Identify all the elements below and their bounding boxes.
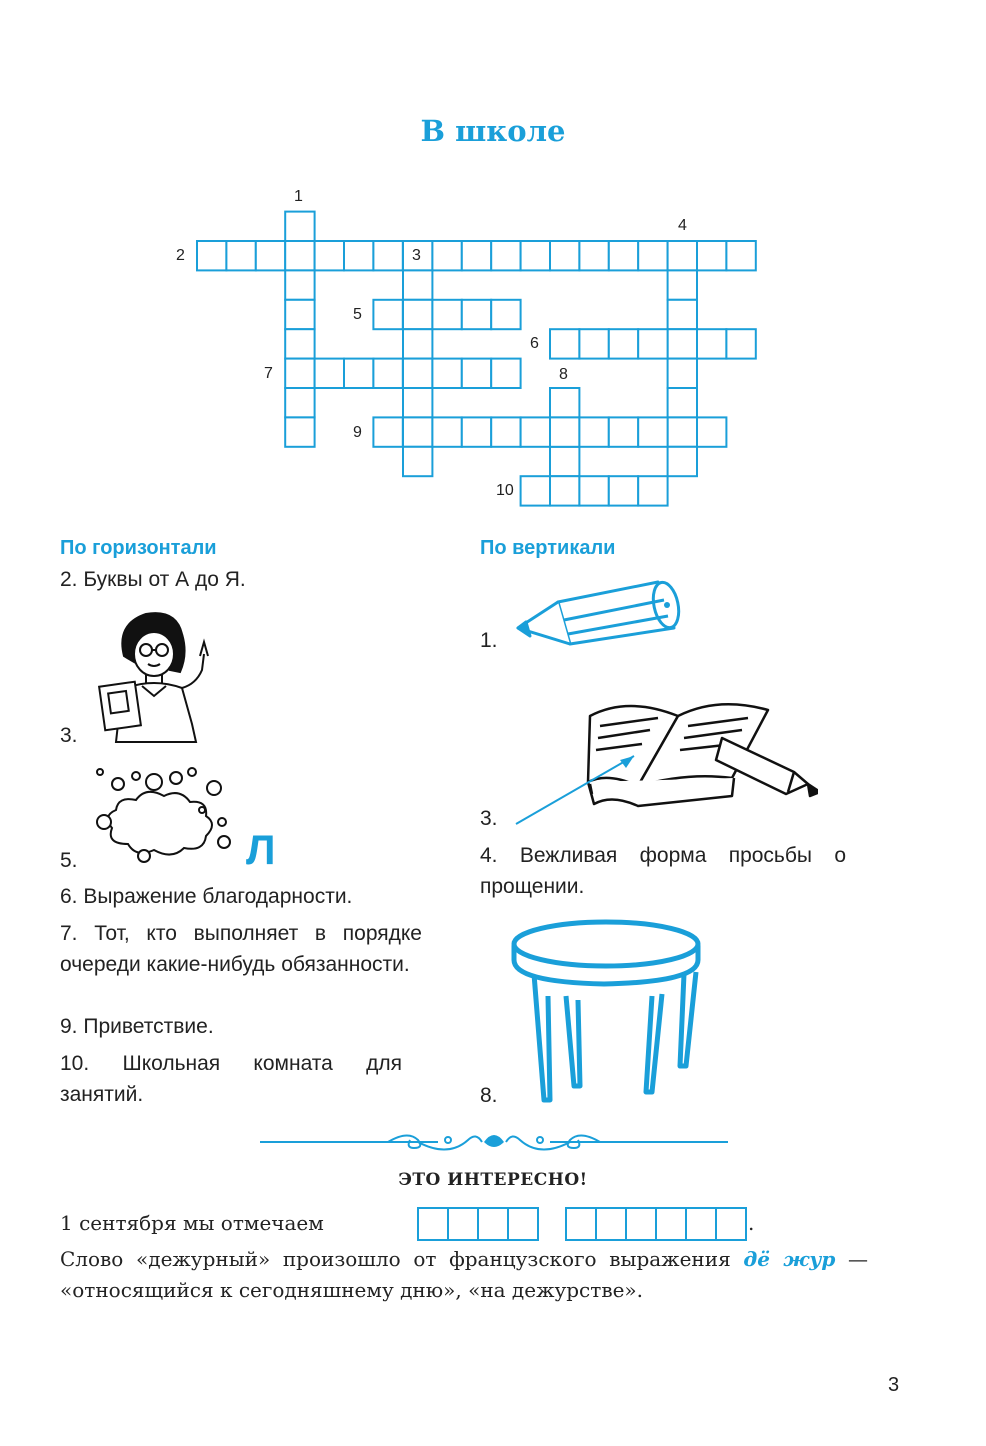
table-illustration bbox=[508, 916, 708, 1106]
cell bbox=[609, 329, 638, 358]
clue-3-down: 3. bbox=[480, 807, 498, 830]
clue-5-across: 5. bbox=[60, 849, 78, 872]
cell bbox=[579, 241, 608, 270]
cell bbox=[432, 241, 461, 270]
interesting-paragraph bbox=[60, 1244, 868, 1306]
cell bbox=[462, 417, 491, 446]
interesting-paragraph-start: Слово «дежурный» произошло от французского выражения bbox=[60, 1247, 731, 1271]
cell bbox=[609, 241, 638, 270]
decorative-divider bbox=[258, 1128, 730, 1158]
cell bbox=[285, 359, 314, 388]
answer-cell bbox=[418, 1208, 448, 1240]
interesting-line-1-prefix: 1 сентября мы отмечаем bbox=[60, 1211, 324, 1235]
clue-4-down: 4. Вежливая форма просьбы о прощении. bbox=[480, 844, 846, 898]
crossword-grid bbox=[0, 0, 986, 520]
answer-cell bbox=[626, 1208, 656, 1240]
crossword-number-1: 1 bbox=[294, 188, 303, 205]
foam-illustration bbox=[92, 766, 242, 866]
interesting-paragraph-italic: дё жур bbox=[743, 1247, 836, 1271]
cell bbox=[373, 241, 402, 270]
cell bbox=[638, 241, 667, 270]
clue-6-across: 6. Выражение благодарности. bbox=[60, 885, 353, 908]
cell bbox=[491, 359, 520, 388]
cell bbox=[521, 241, 550, 270]
answer-cell bbox=[656, 1208, 686, 1240]
cell bbox=[550, 417, 579, 446]
horizontal-heading: По горизонтали bbox=[60, 537, 217, 559]
crossword-number-8: 8 bbox=[559, 366, 568, 383]
crossword-number-9: 9 bbox=[353, 424, 362, 441]
answer-cell bbox=[596, 1208, 626, 1240]
cell bbox=[403, 417, 432, 446]
teacher-illustration bbox=[96, 604, 216, 744]
cell bbox=[285, 270, 314, 299]
cell bbox=[638, 476, 667, 505]
cell bbox=[403, 388, 432, 417]
cell bbox=[491, 417, 520, 446]
crossword-number-4: 4 bbox=[678, 217, 687, 234]
answer-cell bbox=[478, 1208, 508, 1240]
cell bbox=[668, 447, 697, 476]
answer-boxes bbox=[414, 1206, 754, 1242]
interesting-line-1 bbox=[60, 1208, 324, 1239]
clue-1-down: 1. bbox=[480, 629, 498, 652]
cell bbox=[373, 417, 402, 446]
cell bbox=[638, 417, 667, 446]
interesting-title: ЭТО ИНТЕРЕСНО! bbox=[398, 1170, 588, 1190]
answer-cell bbox=[686, 1208, 716, 1240]
cell bbox=[550, 388, 579, 417]
cell bbox=[373, 359, 402, 388]
cell bbox=[462, 241, 491, 270]
cell bbox=[668, 329, 697, 358]
answer-cell bbox=[716, 1208, 746, 1240]
clue-8-down: 8. bbox=[480, 1084, 498, 1107]
crossword-number-5: 5 bbox=[353, 306, 362, 323]
page-number: 3 bbox=[888, 1374, 900, 1396]
interesting-line-1-suffix: . bbox=[748, 1211, 755, 1235]
cell bbox=[579, 329, 608, 358]
cell bbox=[315, 359, 344, 388]
crossword-number-10: 10 bbox=[496, 482, 514, 499]
cell bbox=[550, 241, 579, 270]
cell bbox=[344, 359, 373, 388]
cell bbox=[697, 329, 726, 358]
cell bbox=[373, 300, 402, 329]
pencil-illustration bbox=[508, 578, 688, 650]
clue-10-across: 10. Школьная комната для занятий. bbox=[60, 1052, 402, 1106]
page-title: В школе bbox=[420, 114, 566, 148]
cell bbox=[344, 241, 373, 270]
answer-cell bbox=[566, 1208, 596, 1240]
crossword-number-7: 7 bbox=[264, 365, 273, 382]
cell bbox=[697, 241, 726, 270]
crossword-number-2: 2 bbox=[176, 247, 185, 264]
cell bbox=[668, 359, 697, 388]
cell bbox=[550, 476, 579, 505]
cell bbox=[285, 329, 314, 358]
cell bbox=[609, 476, 638, 505]
interesting-paragraph-end: — «относящийся к сегодняшнему дню», «на дежурстве». bbox=[60, 1247, 868, 1302]
cell bbox=[315, 241, 344, 270]
cell bbox=[462, 359, 491, 388]
clue-5-letter: Л bbox=[246, 826, 276, 873]
cell bbox=[550, 447, 579, 476]
answer-cell bbox=[508, 1208, 538, 1240]
cell bbox=[491, 300, 520, 329]
cell bbox=[403, 270, 432, 299]
cell bbox=[668, 388, 697, 417]
cell bbox=[462, 300, 491, 329]
cell bbox=[432, 359, 461, 388]
cell bbox=[668, 300, 697, 329]
cell bbox=[697, 417, 726, 446]
cell bbox=[550, 329, 579, 358]
cell bbox=[491, 241, 520, 270]
cell bbox=[638, 329, 667, 358]
cell bbox=[726, 241, 755, 270]
clue-3-across: 3. bbox=[60, 724, 78, 747]
cell bbox=[285, 300, 314, 329]
cell bbox=[403, 300, 432, 329]
cell bbox=[403, 359, 432, 388]
cell bbox=[521, 476, 550, 505]
cell bbox=[579, 417, 608, 446]
cell bbox=[668, 241, 697, 270]
cell bbox=[668, 270, 697, 299]
cell bbox=[521, 417, 550, 446]
cell bbox=[403, 329, 432, 358]
answer-cell bbox=[448, 1208, 478, 1240]
cell bbox=[432, 300, 461, 329]
cell bbox=[285, 417, 314, 446]
cell bbox=[668, 417, 697, 446]
cell bbox=[579, 476, 608, 505]
vertical-heading: По вертикали bbox=[480, 537, 616, 559]
cell bbox=[726, 329, 755, 358]
cell bbox=[285, 388, 314, 417]
book-illustration bbox=[508, 676, 818, 836]
crossword-number-3: 3 bbox=[412, 247, 421, 264]
clue-2-across: 2. Буквы от А до Я. bbox=[60, 568, 246, 591]
cell bbox=[226, 241, 255, 270]
cell bbox=[432, 417, 461, 446]
cell bbox=[609, 417, 638, 446]
cell bbox=[285, 241, 314, 270]
clue-7-across: 7. Тот, кто выполняет в порядке очереди какие-нибудь обязанности. bbox=[60, 922, 422, 976]
cell bbox=[403, 447, 432, 476]
cell bbox=[285, 212, 314, 241]
cell bbox=[197, 241, 226, 270]
clue-9-across: 9. Приветствие. bbox=[60, 1015, 214, 1038]
cell bbox=[256, 241, 285, 270]
crossword-number-6: 6 bbox=[530, 335, 539, 352]
